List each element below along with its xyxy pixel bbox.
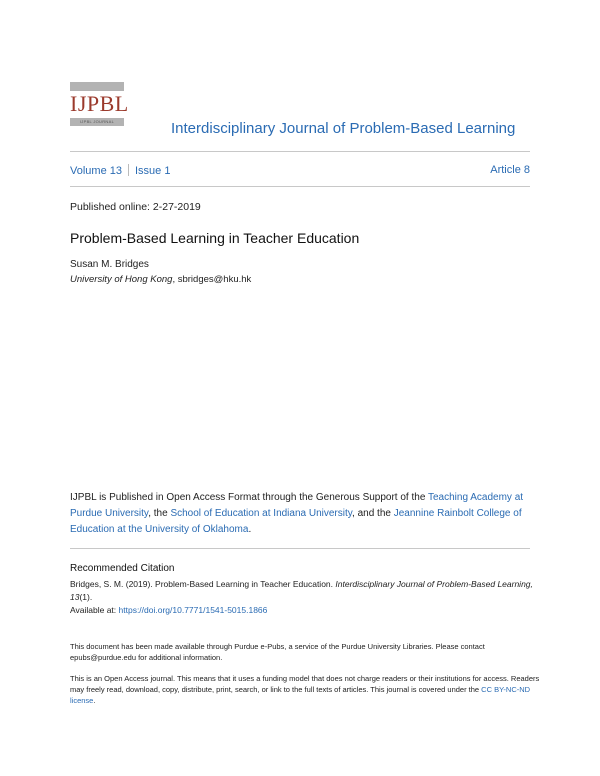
divider-top (70, 151, 530, 152)
open-access-notice (70, 673, 540, 706)
citation-line: Bridges, S. M. (2019). Problem-Based Learning in Teacher Education. (70, 579, 336, 589)
author-email: sbridges@hku.hk (177, 274, 252, 285)
support-statement (70, 490, 540, 538)
journal-title[interactable] (171, 120, 515, 137)
purdue-teaching-link[interactable]: Teaching Academy at Purdue University (70, 492, 524, 519)
oklahoma-education-link[interactable]: Jeannine Rainbolt College of Education at the University of Oklahoma (70, 508, 522, 535)
logo-letters: IJPBL (70, 91, 129, 116)
author-affiliation (70, 274, 251, 285)
open-access-end: . (93, 696, 96, 705)
divider-issue (70, 186, 530, 187)
citation-heading: Recommended Citation (70, 563, 175, 574)
affiliation-name: University of Hong Kong (70, 274, 173, 285)
support-text-3: , and the (352, 508, 394, 519)
issue-separator (128, 164, 129, 176)
paper-title: Problem-Based Learning in Teacher Education (70, 230, 360, 246)
doi-link[interactable]: https://doi.org/10.7771/1541-5015.1866 (118, 605, 268, 615)
journal-title-prefix: Interdisciplinary (171, 120, 280, 137)
journal-title-bold: Journal (279, 120, 329, 137)
purdue-epubs-notice: This document has been made available through Purdue e-Pubs, a service of the Purdue University Libraries. Please contact epubs@purdue.edu for additional information. (70, 642, 485, 662)
citation-body (70, 578, 540, 617)
journal-title-suffix: of Problem-Based Learning (328, 120, 516, 137)
issue-row (70, 164, 530, 177)
support-text-4: . (248, 524, 252, 535)
support-text-2: , the (148, 508, 171, 519)
article-link[interactable]: Article 8 (490, 164, 530, 176)
support-text-1: IJPBL is Published in Open Access Format through the Generous Support of the (70, 492, 428, 503)
open-access-text: This is an Open Access journal. This means that it uses a funding model that does not charge readers or their institutions for access. Readers may freely read, download, copy, distribute, print, search, or link to the full texts of articles. This journal is covered under the (70, 674, 540, 694)
author-name: Susan M. Bridges (70, 259, 149, 270)
affiliation-separator: , (172, 274, 178, 285)
citation-issue: (1). (79, 592, 93, 602)
issue-link[interactable]: Issue 1 (134, 165, 171, 177)
volume-link[interactable]: Volume 13 (70, 165, 122, 177)
citation-available: Available at: (70, 605, 119, 615)
indiana-education-link[interactable]: School of Education at Indiana University (170, 508, 353, 519)
journal-logo (70, 82, 129, 132)
divider-citation (70, 548, 530, 549)
logo-subtext: IJPBL JOURNAL (79, 119, 115, 124)
published-date: Published online: 2-27-2019 (70, 201, 201, 213)
citation-journal: Interdisciplinary Journal of Problem-Based Learning, 13 (70, 579, 533, 602)
license-link[interactable]: CC BY-NC-ND license (70, 685, 531, 705)
